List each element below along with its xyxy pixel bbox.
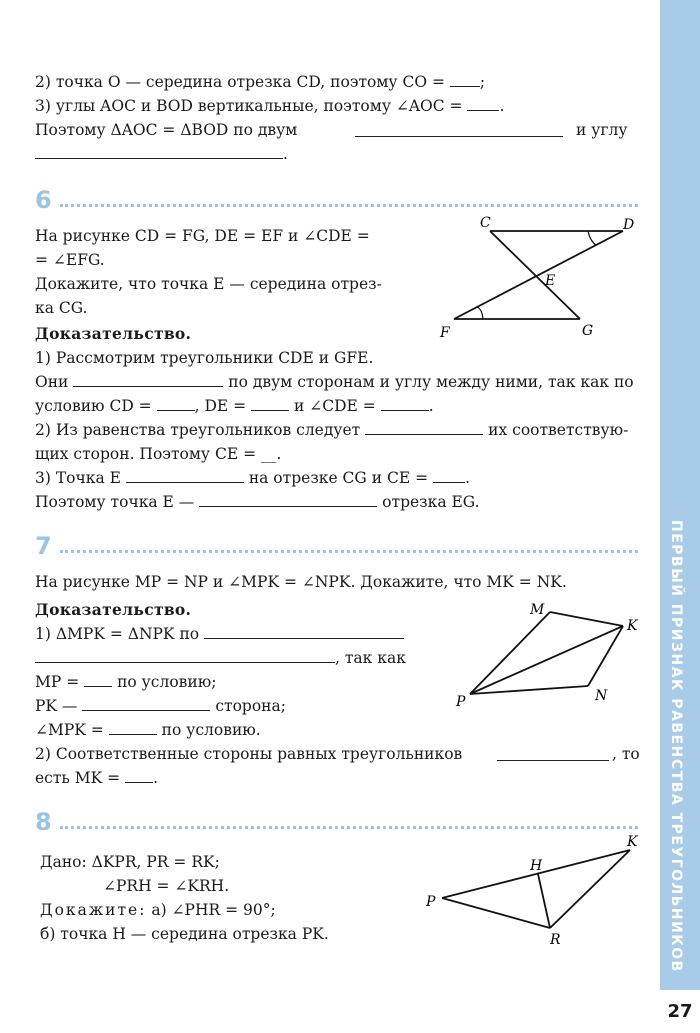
answer-blank[interactable]: [35, 144, 283, 159]
s6-proof-line-4: 2) Из равенства треугольников следует их соответствую-: [35, 421, 629, 439]
s7-proof-line-7: есть MK = .: [35, 769, 159, 787]
s6-proof-line-3: условию CD = , DE = и ∠CDE = .: [35, 397, 434, 415]
s7-task-line: На рисунке MP = NP и ∠MPK = ∠NPK. Докажите, что MK = NK.: [35, 573, 567, 591]
s6-proof-line-2: Они по двум сторонам и углу между ними, так как по: [35, 373, 634, 391]
page-number: 27: [660, 990, 700, 1033]
section-7-number: 7: [35, 532, 52, 560]
answer-blank[interactable]: [73, 372, 223, 387]
point-M-label: M: [530, 602, 545, 618]
answer-blank[interactable]: [450, 72, 480, 87]
s7-proof-line-5: ∠MPK = по условию.: [35, 721, 261, 739]
answer-blank[interactable]: [157, 396, 195, 411]
chapter-title: ПЕРВЫЙ ПРИЗНАК РАВЕНСТВА ТРЕУГОЛЬНИКОВ: [668, 520, 684, 973]
s6-task-line-3: Докажите, что точка E — середина отрез-: [35, 275, 382, 293]
answer-blank[interactable]: [35, 648, 335, 663]
s6-proof-line-6: 3) Точка E на отрезке CG и CE = .: [35, 469, 470, 487]
answer-blank[interactable]: [204, 624, 404, 639]
section-6-number: 6: [35, 186, 52, 214]
intro-line-4: .: [35, 144, 288, 164]
intro-line-1: 2) точка O — середина отрезка CD, поэтому CO = ;: [35, 73, 486, 91]
s7-proof-line-6: 2) Соответственные стороны равных треугольников: [35, 745, 463, 763]
answer-blank[interactable]: [381, 396, 429, 411]
s6-task-line-2: = ∠EFG.: [35, 251, 105, 269]
answer-blank[interactable]: [84, 672, 112, 687]
answer-blank[interactable]: [433, 468, 465, 483]
answer-blank[interactable]: [199, 492, 377, 507]
section-divider: [60, 826, 638, 829]
s6-proof-line-5: щих сторон. Поэтому CE = __.: [35, 445, 282, 463]
s7-proof-line-2: , так как: [35, 648, 406, 668]
figure-8-diagram: [420, 830, 650, 955]
s7-proof-line-6-end: , то: [612, 745, 640, 763]
point-G-label: G: [582, 323, 594, 339]
point-N-label: N: [595, 688, 608, 704]
answer-blank[interactable]: [82, 696, 210, 711]
s8-prove-line: Докажите: а) ∠PHR = 90°;: [40, 901, 276, 919]
answer-blank[interactable]: [125, 768, 153, 783]
s8-given-line-2: ∠PRH = ∠KRH.: [103, 877, 230, 895]
point-H-label: H: [530, 858, 543, 874]
point-P-label: P: [456, 694, 466, 710]
section-divider: [60, 550, 638, 553]
point-K-label: K: [627, 834, 638, 850]
answer-blank[interactable]: [109, 720, 157, 735]
answer-blank[interactable]: [126, 468, 244, 483]
s8-prove-line-2: б) точка H — середина отрезка PK.: [40, 925, 329, 943]
intro-line-2: 3) углы AOC и BOD вертикальные, поэтому ∠AOC = .: [35, 97, 505, 115]
answer-blank[interactable]: [497, 746, 609, 761]
point-F-label: F: [440, 325, 450, 341]
s7-proof-line-3: MP = по условию;: [35, 673, 217, 691]
point-D-label: D: [623, 217, 635, 233]
answer-blank[interactable]: [355, 122, 563, 137]
point-E-label: E: [545, 273, 556, 289]
figure-7-diagram: [448, 596, 648, 716]
figure-6-diagram: [430, 215, 650, 345]
point-R-label: R: [550, 932, 561, 948]
section-divider: [60, 204, 638, 207]
s6-task-line-1: На рисунке CD = FG, DE = EF и ∠CDE =: [35, 227, 370, 245]
s6-proof-line-1: 1) Рассмотрим треугольники CDE и GFE.: [35, 349, 374, 367]
point-C-label: C: [480, 215, 491, 231]
section-8-number: 8: [35, 808, 52, 836]
answer-blank[interactable]: [467, 96, 499, 111]
s7-proof-line-4: PK — сторона;: [35, 697, 286, 715]
s7-proof-line-1: 1) ΔMPK = ΔNPK по: [35, 624, 404, 644]
s6-proof-heading: Доказательство.: [35, 324, 192, 343]
point-K-label: K: [627, 618, 638, 634]
intro-line-3-end: и углу: [576, 121, 628, 139]
s6-task-line-4: ка CG.: [35, 299, 88, 317]
s7-proof-heading: Доказательство.: [35, 600, 192, 619]
point-P-label: P: [426, 894, 436, 910]
intro-line-3: Поэтому ΔAOC = ΔBOD по двум: [35, 121, 298, 139]
answer-blank[interactable]: [251, 396, 289, 411]
s6-proof-line-7: Поэтому точка E — отрезка EG.: [35, 493, 480, 511]
answer-blank[interactable]: [365, 420, 483, 435]
s8-given-line-1: Дано: ΔKPR, PR = RK;: [40, 853, 220, 871]
